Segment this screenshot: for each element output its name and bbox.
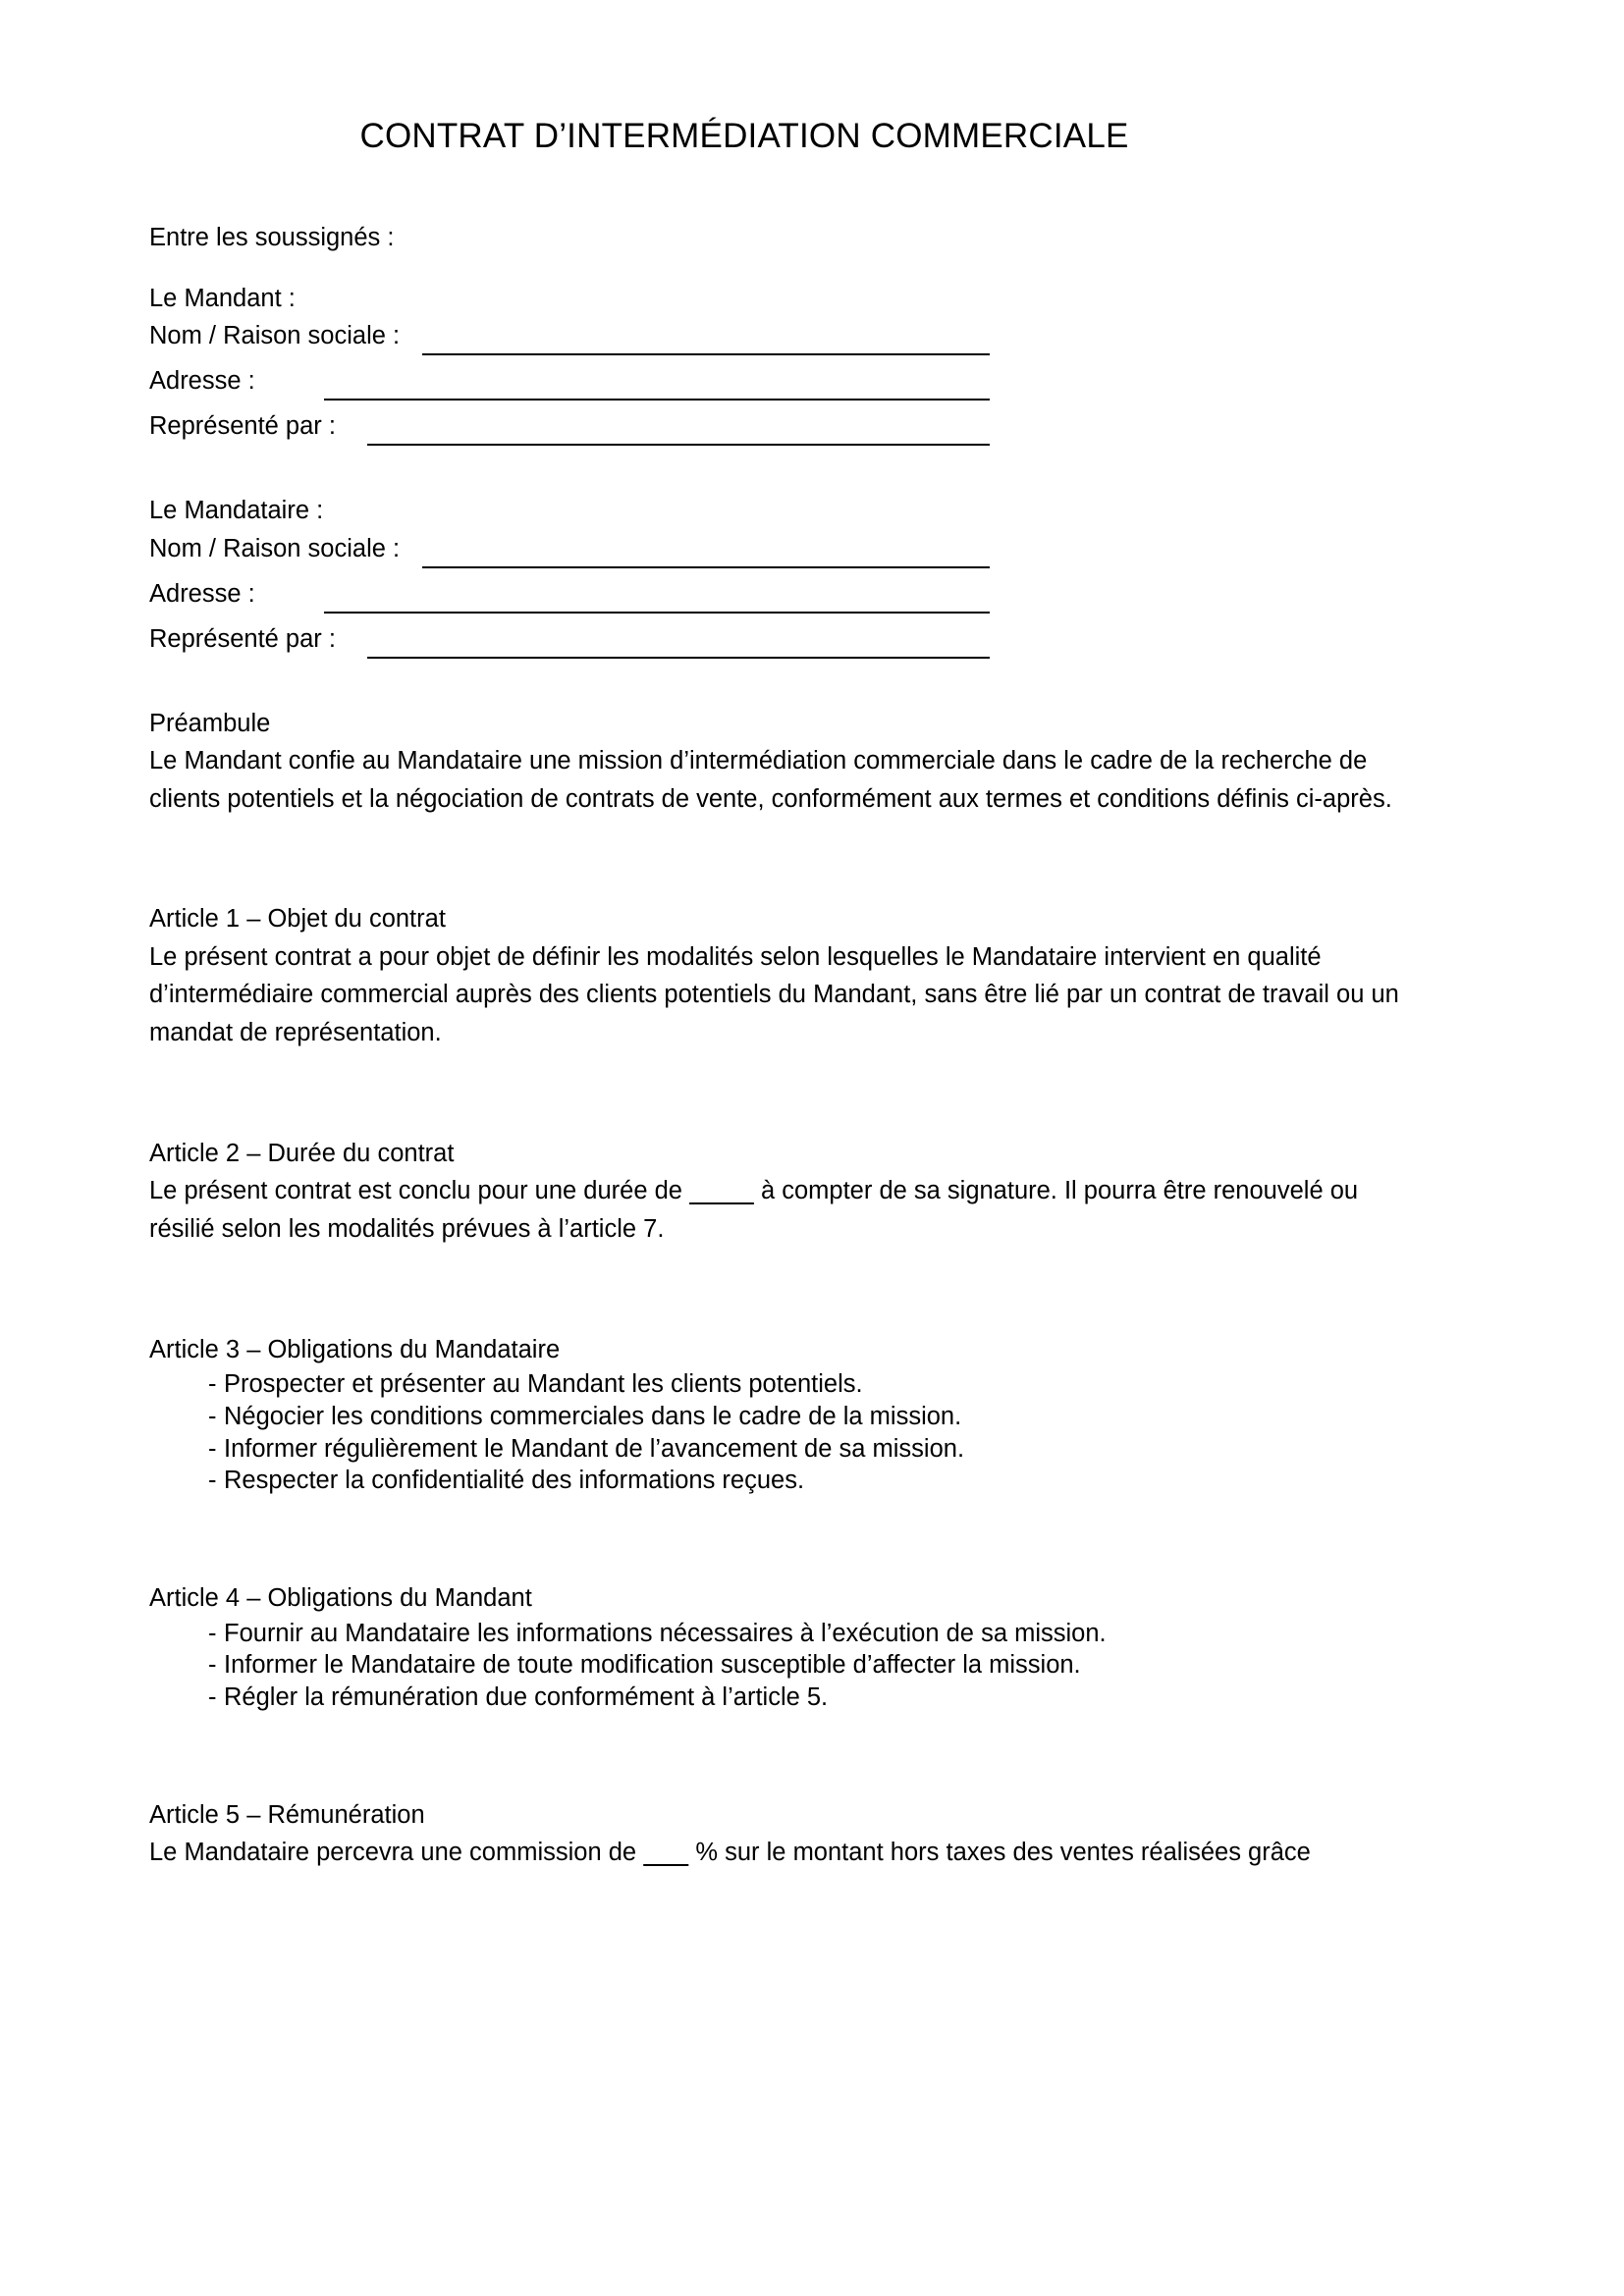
field-row-mandant-represente[interactable] [149, 407, 1475, 453]
spacer [149, 666, 1475, 705]
dash-bullet-icon: - [208, 1402, 217, 1430]
field-label-represente-par: Représenté par : [149, 624, 336, 653]
spacer [149, 158, 1475, 219]
section-body-article-2 [149, 1172, 1426, 1249]
list-item [208, 1618, 1475, 1650]
party-heading-mandant: Le Mandant : [149, 285, 296, 312]
document-content [149, 0, 1475, 1872]
section-article-1 [149, 900, 1475, 1052]
list-item-label: Négocier les conditions commerciales dans le cadre de la mission. [224, 1402, 962, 1430]
spacer [149, 1052, 1475, 1135]
field-input-mandataire-adresse[interactable] [324, 612, 990, 614]
field-input-mandataire-represente[interactable] [367, 657, 990, 659]
field-row-mandataire-nom[interactable] [149, 530, 1475, 575]
obligations-list-mandataire [149, 1368, 1475, 1498]
section-heading-article-3: Article 3 – Obligations du Mandataire [149, 1335, 561, 1363]
section-heading-article-5: Article 5 – Rémunération [149, 1801, 425, 1830]
spacer [149, 1249, 1475, 1331]
spacer [149, 453, 1475, 492]
section-preambule [149, 705, 1475, 819]
party-block-mandataire [149, 492, 1475, 665]
article-2-text-before-blank: Le présent contrat est conclu pour une durée de [149, 1177, 690, 1204]
article-5-text-after-blank: % sur le montant hors taxes des ventes réalisées grâce [688, 1839, 1311, 1867]
spacer [149, 256, 1475, 280]
section-heading-preambule: Préambule [149, 709, 271, 737]
section-heading-article-1: Article 1 – Objet du contrat [149, 905, 446, 934]
article-2-text-after-blank: à compter de sa signature. Il pourra être renouvelé ou résilié selon les modalités prévues à l’article 7. [149, 1177, 1359, 1243]
dash-bullet-icon: - [208, 1369, 217, 1398]
field-label-adresse: Adresse : [149, 579, 255, 608]
party-heading-mandataire: Le Mandataire : [149, 497, 324, 525]
list-item [208, 1433, 1475, 1466]
field-row-mandant-nom[interactable] [149, 317, 1475, 362]
party-block-mandant [149, 280, 1475, 453]
article-5-text-before-blank: Le Mandataire percevra une commission de [149, 1839, 644, 1867]
dash-bullet-icon: - [208, 1434, 217, 1463]
list-item-label: Régler la rémunération due conformément à l’article 5. [224, 1683, 829, 1712]
field-input-mandant-nom[interactable] [422, 353, 990, 355]
section-heading-article-4: Article 4 – Obligations du Mandant [149, 1584, 532, 1613]
dash-bullet-icon: - [208, 1651, 217, 1680]
list-item-label: Informer régulièrement le Mandant de l’avancement de sa mission. [224, 1434, 965, 1463]
field-label-nom: Nom / Raison sociale : [149, 534, 401, 562]
dash-bullet-icon: - [208, 1683, 217, 1712]
list-item [208, 1682, 1475, 1714]
section-body-article-5 [149, 1834, 1426, 1872]
section-article-2 [149, 1135, 1475, 1249]
page-title: CONTRAT D’INTERMÉDIATION COMMERCIALE [359, 117, 1129, 155]
field-row-mandataire-represente[interactable] [149, 620, 1475, 666]
parties-intro-label: Entre les soussignés : [149, 223, 395, 251]
field-row-mandataire-adresse[interactable] [149, 575, 1475, 620]
field-row-mandant-adresse[interactable] [149, 362, 1475, 407]
list-item-label: Informer le Mandataire de toute modification susceptible d’affecter la mission. [224, 1651, 1081, 1680]
list-item [208, 1368, 1475, 1401]
dash-bullet-icon: - [208, 1467, 217, 1495]
spacer [149, 1714, 1475, 1796]
field-input-mandataire-nom[interactable] [422, 566, 990, 568]
section-article-3 [149, 1331, 1475, 1498]
section-article-4 [149, 1579, 1475, 1714]
field-label-adresse: Adresse : [149, 367, 255, 396]
spacer [149, 818, 1475, 900]
list-item-label: Respecter la confidentialité des informations reçues. [224, 1467, 805, 1495]
section-body-article-1: Le présent contrat a pour objet de définir les modalités selon lesquelles le Mandataire intervient en qualité d’intermédiaire commercial auprès des clients potentiels du Mandant, sans être lié par un contrat de travail ou un mandat de représentation. [149, 942, 1399, 1046]
field-input-mandant-represente[interactable] [367, 444, 990, 446]
field-input-mandant-adresse[interactable] [324, 399, 990, 400]
field-label-nom: Nom / Raison sociale : [149, 322, 401, 350]
list-item [208, 1649, 1475, 1682]
section-body-preambule: Le Mandant confie au Mandataire une mission d’intermédiation commerciale dans le cadre de la recherche de clients potentiels et la négociation de contrats de vente, conformément aux termes et conditions définis ci-après. [149, 746, 1392, 813]
list-item [208, 1401, 1475, 1433]
spacer [149, 1497, 1475, 1579]
article-5-commission-blank[interactable] [643, 1839, 688, 1866]
section-article-5 [149, 1796, 1475, 1872]
article-2-duration-blank[interactable] [689, 1177, 754, 1204]
list-item-label: Prospecter et présenter au Mandant les clients potentiels. [224, 1369, 863, 1398]
list-item-label: Fournir au Mandataire les informations nécessaires à l’exécution de sa mission. [224, 1619, 1107, 1647]
section-heading-article-2: Article 2 – Durée du contrat [149, 1139, 455, 1167]
dash-bullet-icon: - [208, 1619, 217, 1647]
field-label-represente-par: Représenté par : [149, 412, 336, 441]
list-item [208, 1465, 1475, 1497]
obligations-list-mandant [149, 1618, 1475, 1715]
